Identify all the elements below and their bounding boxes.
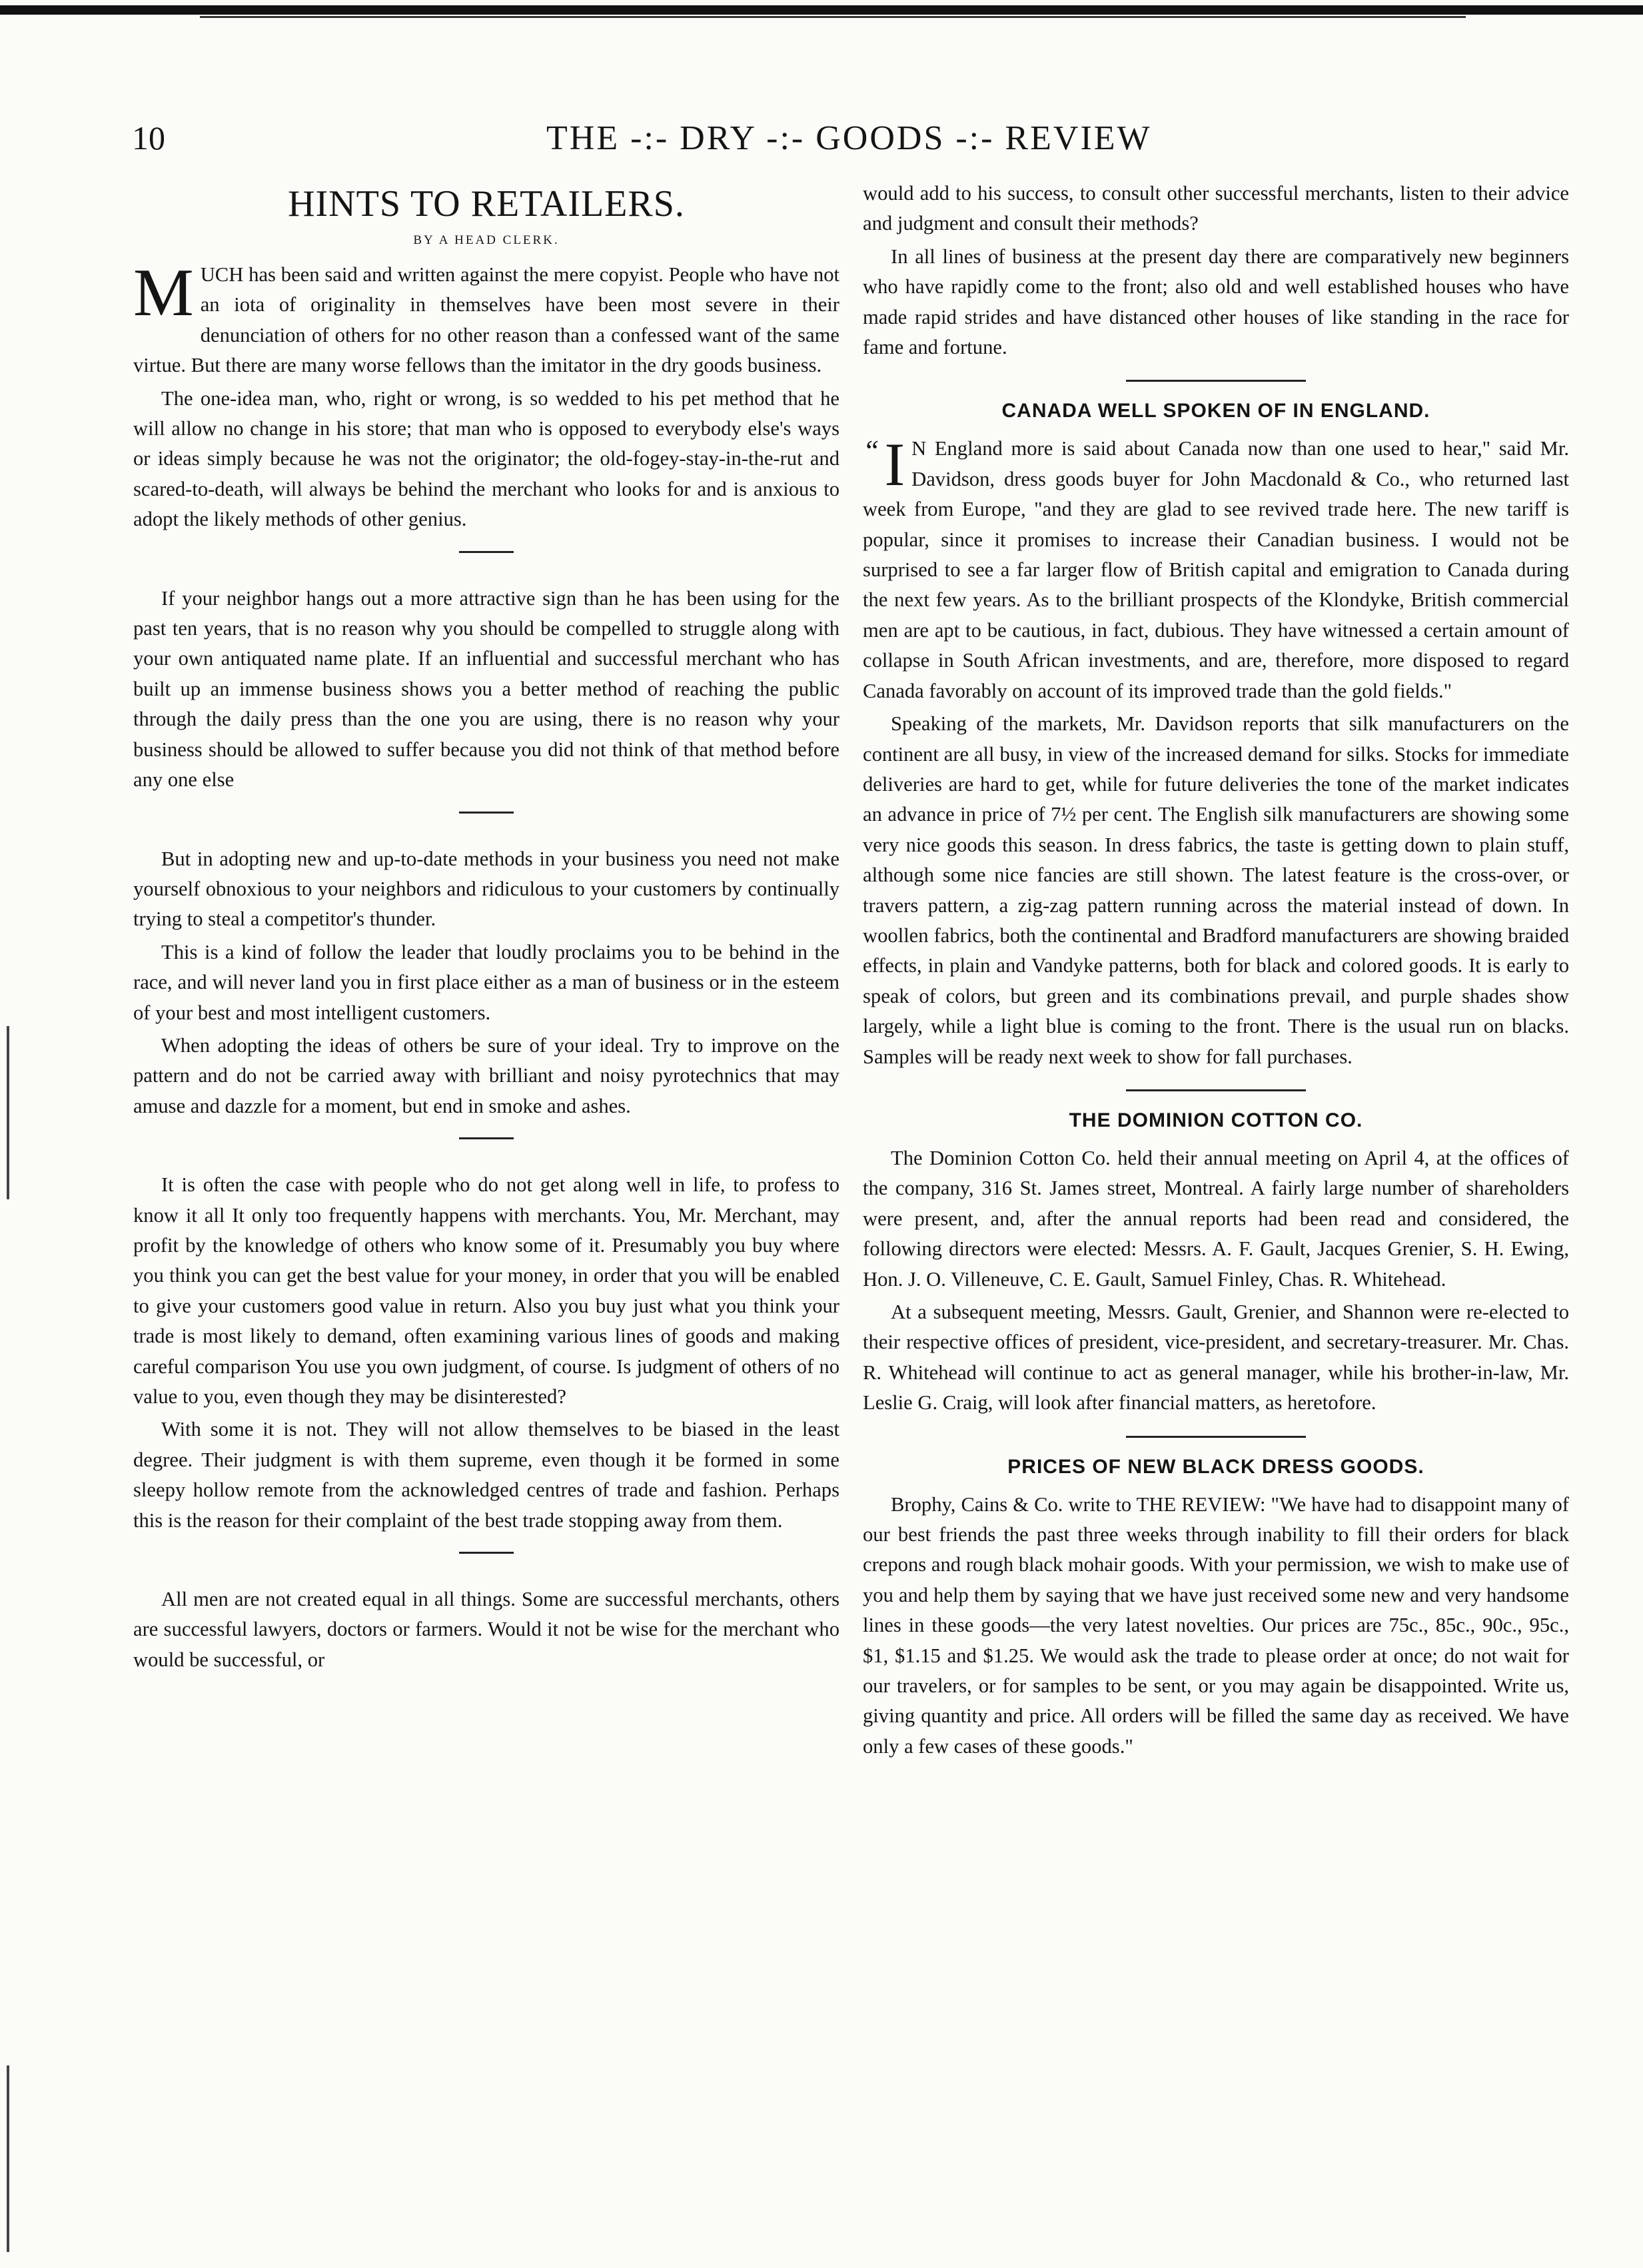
article-title-dominion: THE DOMINION COTTON CO.	[1069, 1109, 1363, 1131]
section-divider	[459, 1137, 514, 1139]
article-byline: BY A HEAD CLERK.	[413, 233, 560, 247]
paragraph-text: UCH has been said and written against the mere copyist. People who have not an iota of originality in themselves have been most severe in their denunciation of others for no other reason than a confessed want of the same virtue. But there are many worse fellows than the imitator in the dry goods business.	[133, 263, 839, 377]
section-divider	[459, 551, 514, 553]
paragraph: This is a kind of follow the leader that loudly proclaims you to be behind in the race, and will never land you in first place either as a man of business or in the esteem of your best and most intelligent customers.	[133, 940, 839, 1024]
right-column	[863, 179, 1569, 1764]
page-number: 10	[132, 119, 165, 157]
paragraph	[863, 430, 1569, 706]
margin-mark	[7, 1026, 9, 1199]
paragraph: The Dominion Cotton Co. held their annual meeting on April 4, at the offices of the company, 316 St. James street, Montreal. A fairly large number of shareholders were present, and, after the annual reports had been read and considered, the following directors were elected: Messrs. A. F. Gault, Jacques Grenier, S. H. Ewing, Hon. J. O. Villeneuve, C. E. Gault, Samuel Finley, Chas. R. Whitehead.	[863, 1146, 1569, 1291]
article-title-hints: HINTS TO RETAILERS.	[288, 183, 685, 225]
paragraph: When adopting the ideas of others be sure of your ideal. Try to improve on the pattern and do not be carried away with brilliant and noisy pyrotechnics that may amuse and dazzle for a moment, but end in smoke and ashes.	[133, 1033, 839, 1117]
drop-cap: M	[133, 255, 194, 330]
paragraph: In all lines of business at the present day there are comparatively new beginners who have rapidly come to the front; also old and well established houses who have made rapid strides and have distanced other houses of like standing in the race for fame and fortune.	[863, 245, 1569, 359]
section-divider	[1126, 380, 1306, 382]
paragraph: If your neighbor hangs out a more attractive sign than he has been using for the past ten years, that is no reason why you should be compelled to struggle along with your own antiquated name plate. If an influential and successful merchant who has built up an immense business shows you a better method of reaching the public through the daily press than the one you are using, there is no reason why your business should be allowed to suffer because you did not think of that method before any one else	[133, 586, 839, 792]
paragraph: At a subsequent meeting, Messrs. Gault, Grenier, and Shannon were re-elected to their respective offices of president, vice-president, and secretary-treasurer. Mr. Chas. R. Whitehead will continue to act as general manager, while his brother-in-law, Mr. Leslie G. Craig, will look after financial matters, as heretofore.	[863, 1301, 1569, 1415]
running-head: THE -:- DRY -:- GOODS -:- REVIEW	[546, 119, 1152, 157]
quote-mark: “	[863, 434, 879, 468]
paragraph: But in adopting new and up-to-date methods in your business you need not make yourself obnoxious to your neighbors and ridiculous to your customers by continually trying to steal a competitor's thunder.	[133, 847, 839, 931]
section-divider	[1126, 1089, 1306, 1091]
top-border-rule	[0, 5, 1643, 15]
paragraph	[133, 255, 839, 381]
article-title-canada: CANADA WELL SPOKEN OF IN ENGLAND.	[1001, 400, 1430, 422]
left-column	[133, 179, 839, 1678]
paragraph: would add to his success, to consult other successful merchants, listen to their advice and judgment and consult their methods?	[863, 182, 1569, 235]
section-divider	[459, 1552, 514, 1554]
paragraph-text: N England more is said about Canada now than one used to hear," said Mr. Davidson, dress goods buyer for John Macdonald & Co., who returned last week from Europe, "and they are glad to see revived trade here. The new tariff is popular, since it promises to increase their Canadian business. I would not be surprised to see a far larger flow of British capital and emigration to Canada during the next few years. As to the brilliant prospects of the Klondyke, British commercial men are apt to be cautious, in fact, dubious. They have witnessed a certain amount of collapse in South African investments, and are, therefore, more disposed to regard Canada favorably on account of its improved trade than the gold fields."	[863, 437, 1569, 702]
drop-cap: I	[884, 430, 905, 499]
article-title-prices: PRICES OF NEW BLACK DRESS GOODS.	[1007, 1455, 1424, 1478]
paragraph: All men are not created equal in all things. Some are successful merchants, others are successful lawyers, doctors or farmers. Would it not be wise for the merchant who would be successful, or	[133, 1588, 839, 1671]
margin-mark	[7, 2065, 9, 2252]
paragraph: With some it is not. They will not allow themselves to be biased in the least degree. Their judgment is with them supreme, even though it be formed in some sleepy hollow remote from the acknowledged centres of trade and fashion. Perhaps this is the reason for their complaint of the best trade stopping away from them.	[133, 1418, 839, 1532]
section-divider	[459, 812, 514, 814]
paragraph: It is often the case with people who do not get along well in life, to profess to know it all It only too frequently happens with merchants. You, Mr. Merchant, may profit by the knowledge of others who know some of it. Presumably you buy where you think you can get the best value for your money, in order that you will be enabled to give your customers good value in return. Also you buy just what you think your trade is most likely to demand, often examining various lines of goods and making careful comparison You use you own judgment, of course. Is judgment of others of no value to you, even though they may be disinterested?	[133, 1173, 839, 1408]
paragraph: The one-idea man, who, right or wrong, is so wedded to his pet method that he will allow no change in his store; that man who is opposed to everybody else's ways or ideas simply because he was not the originator; the old-fogey-stay-in-the-rut and scared-to-death, will always be behind the merchant who looks for and is anxious to adopt the likely methods of other genius.	[133, 386, 839, 531]
paragraph: Speaking of the markets, Mr. Davidson reports that silk manufacturers on the continent are all busy, in view of the increased demand for silks. Stocks for immediate deliveries are hard to get, while for future deliveries the tone of the market indicates an advance in price of 7½ per cent. The English silk manufacturers are showing some very nice goods this season. In dress fabrics, the taste is getting down to plain stuff, although some nice fancies are still shown. The latest feature is the cross-over, or travers pattern, a zig-zag pattern running across the material instead of down. In woollen fabrics, both the continental and Bradford manufacturers are showing braided effects, in plain and Vandyke patterns, both for black and colored goods. It is early to speak of colors, but green and its combinations prevail, and purple shades show largely, while a light blue is coming to the front. There is the usual run on blacks. Samples will be ready next week to show for fall purchases.	[863, 712, 1569, 1068]
section-divider	[1126, 1436, 1306, 1438]
paragraph: Brophy, Cains & Co. write to THE REVIEW: "We have had to disappoint many of our best friends the past three weeks through inability to fill their orders for black crepons and rough black mohair goods. With your permission, we wish to make use of you and help them by saying that we have just received some new and very handsome lines in these goods—the very latest novelties. Our prices are 75c., 85c., 90c., 95c., $1, $1.15 and $1.25. We would ask the trade to please order at once; do not wait for our travelers, or for samples to be sent, or you may again be disappointed. Write us, giving quantity and price. All orders will be filled the same day as received. We have only a few cases of these goods."	[863, 1492, 1569, 1758]
top-border-rule-thin	[200, 16, 1466, 18]
